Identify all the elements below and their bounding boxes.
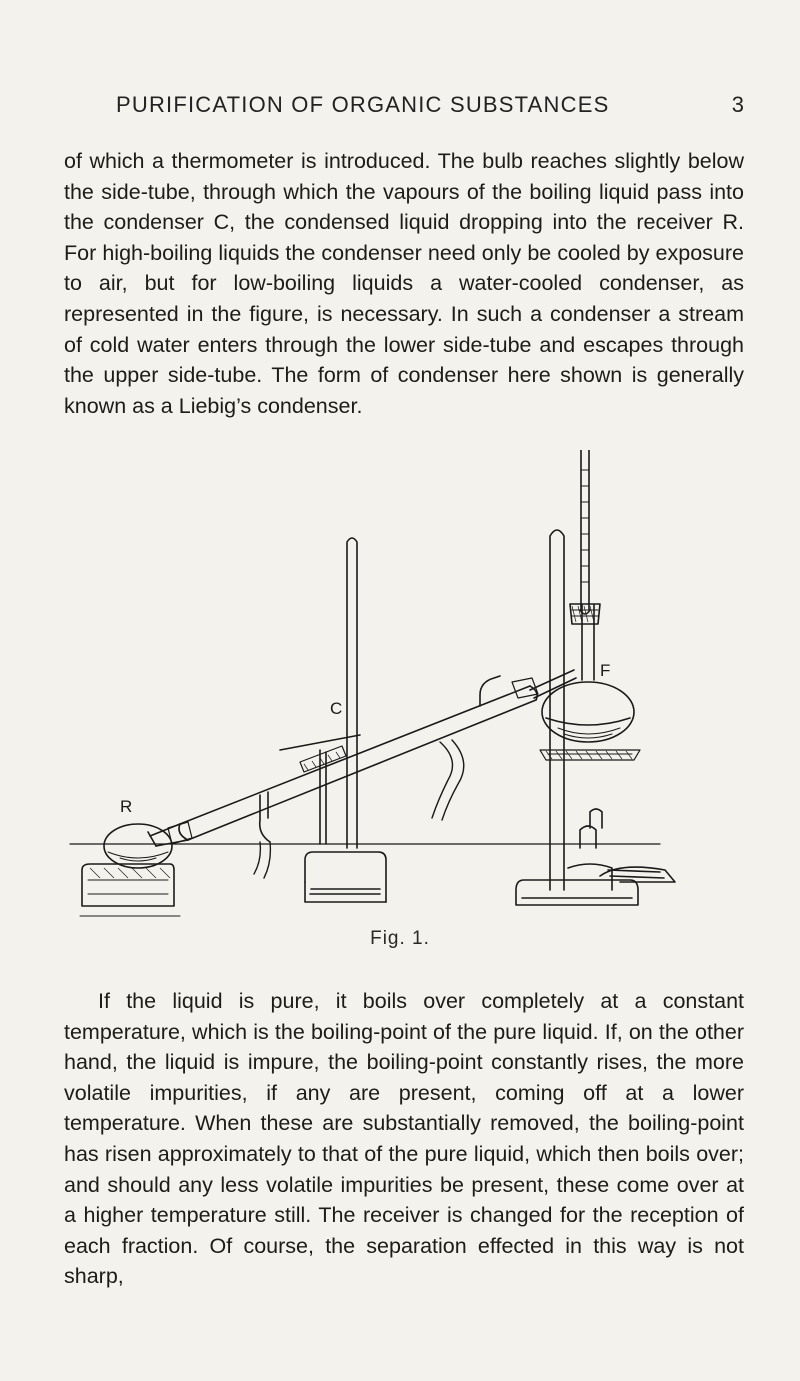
condenser-stand xyxy=(305,538,386,902)
thermometer xyxy=(570,450,600,624)
liebig-condenser xyxy=(150,676,538,878)
distilling-flask xyxy=(540,605,640,760)
label-condenser: C xyxy=(330,699,343,718)
flask-stand xyxy=(516,530,638,905)
label-receiver: R xyxy=(120,797,133,816)
paragraph-boiling-point: If the liquid is pure, it boils over completely at a constant temperature, which is the boiling-point of the pure liquid. If, on the other hand, the liquid is impure, the boiling-point constantly rises, the more volatile impurities, if any are present, coming off at a lower temperature. When these are substantially removed, the boiling-point has risen approximately to that of the pure liquid, which then boils over; and should any less volatile impurities be present, these come over at a higher temperature still. The receiver is changed for the reception of each fraction. Of course, the separation effected in this way is not sharp, xyxy=(64,989,744,1289)
label-flask: F xyxy=(600,661,611,680)
receiver-flask xyxy=(82,824,174,906)
condenser-support xyxy=(280,735,360,844)
page-header xyxy=(64,92,744,132)
running-head: PURIFICATION OF ORGANIC SUBSTANCES xyxy=(116,92,610,117)
distillation-apparatus-figure xyxy=(60,450,720,930)
paragraph-condenser-description: of which a thermometer is introduced. The bulb reaches slightly below the side-tube, through which the vapours of the boiling liquid pass into the condenser C, the condensed liquid dropping into the receiver R. For high-boiling liquids the condenser need only be cooled by exposure to air, but for low-boiling liquids a water-cooled condenser, as represented in the figure, is necessary. In such a condenser a stream of cold water enters through the lower side-tube and escapes through the upper side-tube. The form of condenser here shown is generally known as a Liebig’s condenser. xyxy=(64,149,744,418)
figure-caption: Fig. 1. xyxy=(370,928,430,949)
page-number: 3 xyxy=(731,92,744,117)
distillation-apparatus-drawing xyxy=(60,450,720,920)
burner xyxy=(590,809,675,882)
